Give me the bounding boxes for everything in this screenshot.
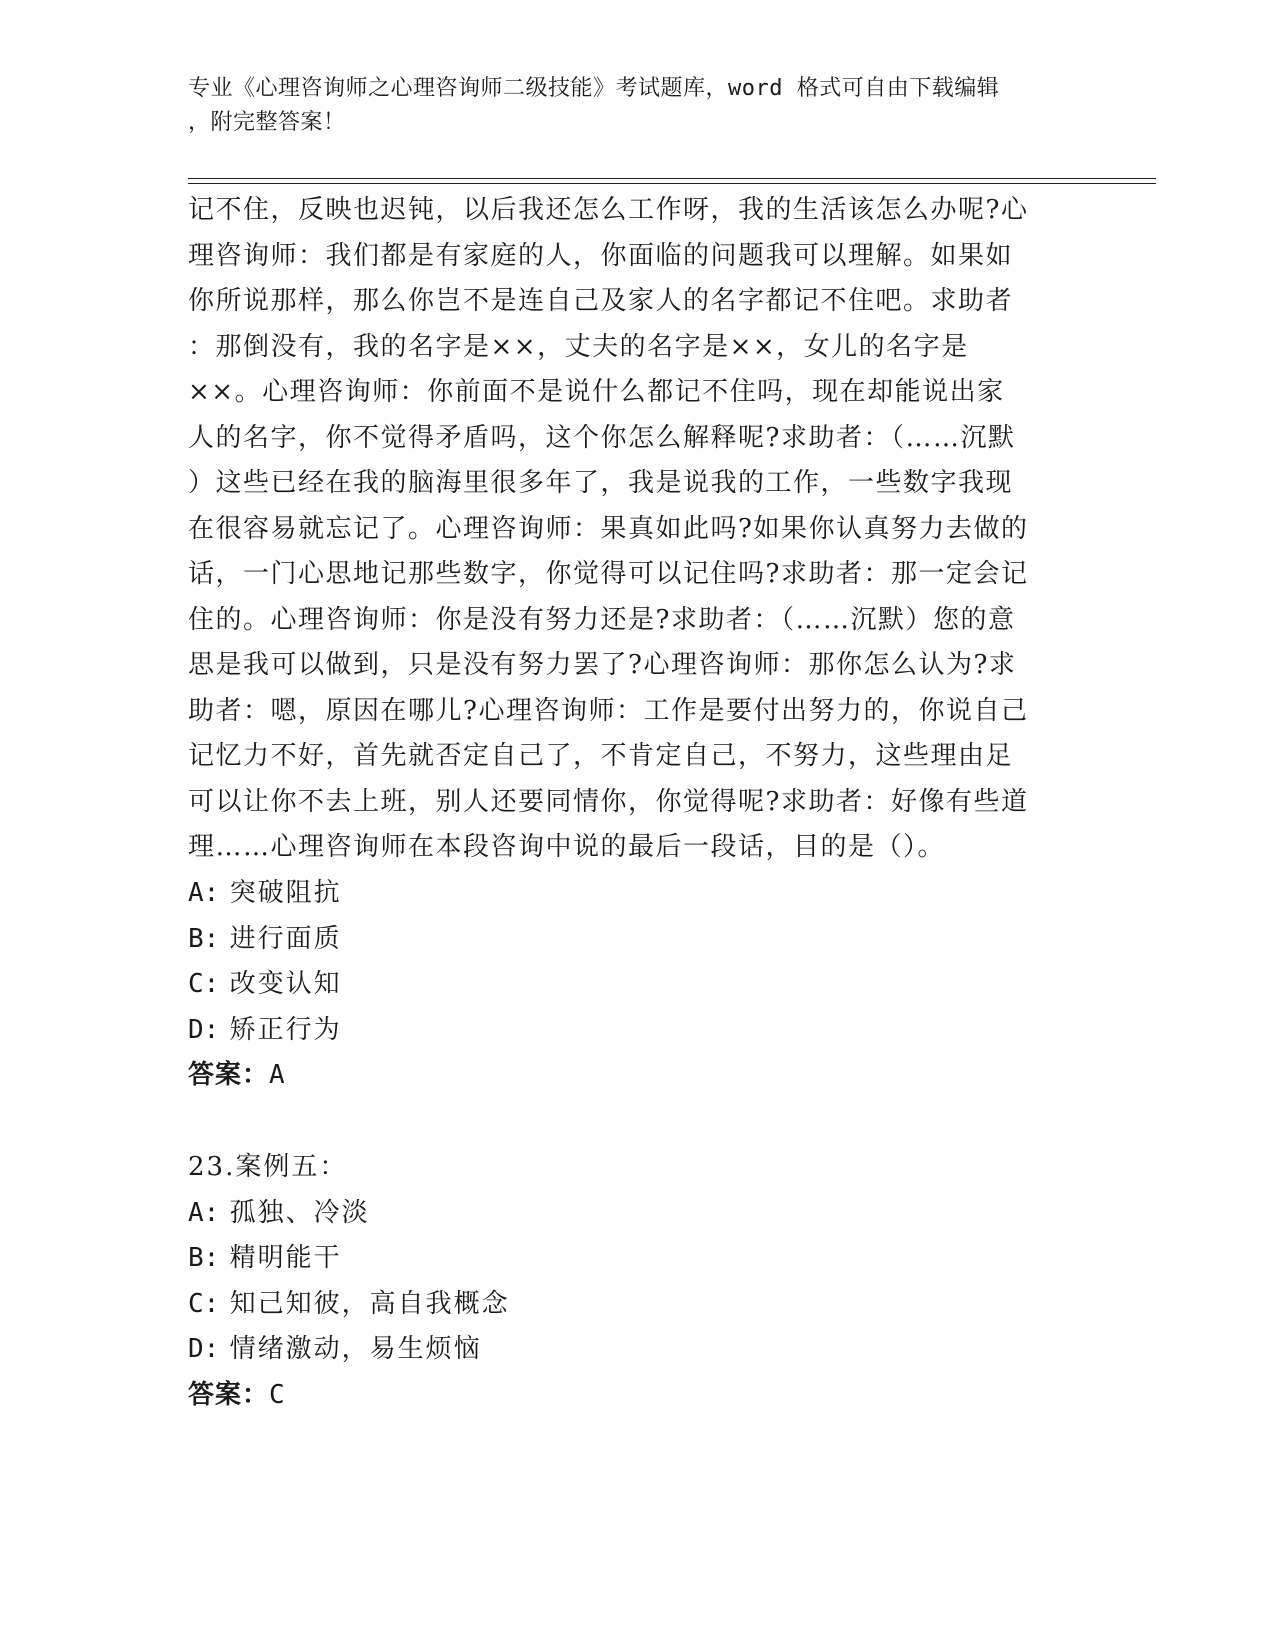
q23-block — [188, 1145, 1088, 1418]
passage-line: 住的。心理咨询师：你是没有努力还是?求助者：（……沉默）您的意 — [188, 604, 1016, 635]
passage-line: 助者：嗯，原因在哪儿?心理咨询师：工作是要付出努力的，你说自己 — [188, 695, 1029, 726]
answer-label: 答案： — [188, 1060, 270, 1090]
option-c: C: 改变认知 — [188, 969, 342, 999]
answer-line — [188, 1053, 1088, 1099]
option-b: B: 进行面质 — [188, 923, 342, 954]
option-d: D: 情绪激动，易生烦恼 — [188, 1334, 482, 1364]
passage-line: 话，一门心思地记那些数字，你觉得可以记住吗?求助者：那一定会记 — [188, 559, 1029, 589]
passage-line: 你所说那样，那么你岂不是连自己及家人的名字都记不住吧。求助者 — [188, 286, 1014, 316]
passage-line: 理……心理咨询师在本段咨询中说的最后一段话，目的是（）。 — [188, 832, 946, 862]
passage-line: 可以让你不去上班，别人还要同情你，你觉得呢?求助者：好像有些道 — [188, 786, 1029, 817]
passage-line: ：那倒没有，我的名字是××，丈夫的名字是××，女儿的名字是 — [188, 331, 969, 362]
answer-value: A — [269, 1060, 287, 1090]
passage-line: 理咨询师：我们都是有家庭的人，你面临的问题我可以理解。如果如 — [188, 240, 1014, 271]
answer-line — [188, 1373, 1088, 1419]
header-divider-top — [188, 178, 1156, 179]
option-b: B: 精明能干 — [188, 1243, 342, 1273]
header-line-2: ，附完整答案！ — [188, 110, 346, 135]
option-d: D: 矫正行为 — [188, 1014, 342, 1045]
option-c: C: 知己知彼，高自我概念 — [188, 1288, 510, 1319]
document-header — [188, 72, 1088, 140]
answer-label: 答案： — [188, 1379, 270, 1410]
passage-line: ）这些已经在我的脑海里很多年了，我是说我的工作，一些数字我现 — [188, 468, 1014, 498]
passage-line: ××。心理咨询师：你前面不是说什么都记不住吗，现在却能说出家 — [188, 377, 1005, 407]
q22-options — [188, 871, 1088, 1099]
passage-line: 记不住，反映也迟钝，以后我还怎么工作呀，我的生活该怎么办呢?心 — [188, 195, 1029, 225]
question-passage — [188, 188, 1088, 871]
passage-line: 思是我可以做到，只是没有努力罢了?心理咨询师：那你怎么认为?求 — [188, 650, 1017, 680]
header-divider-bottom — [188, 183, 1156, 184]
passage-line: 记忆力不好，首先就否定自己了，不肯定自己，不努力，这些理由足 — [188, 741, 1014, 771]
question-stem: 23.案例五： — [188, 1152, 348, 1182]
passage-line: 在很容易就忘记了。心理咨询师：果真如此吗?如果你认真努力去做的 — [188, 513, 1029, 544]
answer-value: C — [269, 1379, 287, 1410]
header-line-1: 专业《心理咨询师之心理咨询师二级技能》考试题库，word 格式可自由下载编辑 — [188, 76, 1000, 101]
option-a: A: 突破阻抗 — [188, 878, 342, 908]
passage-line: 人的名字，你不觉得矛盾吗，这个你怎么解释呢?求助者：（……沉默 — [188, 422, 1016, 453]
option-a: A: 孤独、冷淡 — [188, 1197, 370, 1228]
